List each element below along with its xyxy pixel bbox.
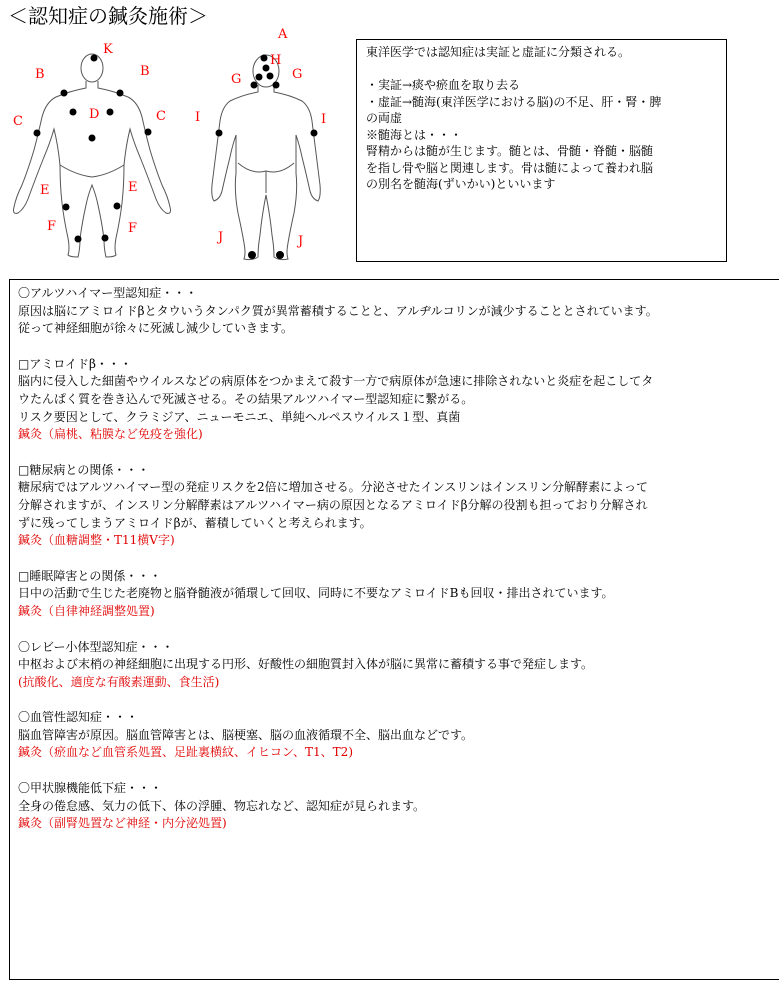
page-title: ＜認知症の鍼灸施術＞ xyxy=(8,4,208,28)
section-body-line: 日中の活動で生じた老廃物と脳脊髄液が循環して回収、同時に不要なアミロイドBも回収・排出されています。 xyxy=(18,586,614,601)
section-diabetes xyxy=(18,462,777,550)
section-hypothyroid xyxy=(18,780,777,833)
label-j-left: J xyxy=(218,230,224,245)
section-treatment-note: (抗酸化、適度な有酸素運動、食生活) xyxy=(18,674,220,689)
section-body-line: 脳血管障害が原因。脳血管障害とは、脳梗塞、脳の血液循環不全、脳出血などです。 xyxy=(18,727,474,742)
section-treatment-note: 鍼灸（扁桃、粘膜など免疫を強化) xyxy=(18,427,203,442)
label-b-right: B xyxy=(140,64,150,79)
section-heading: 〇甲状腺機能低下症・・・ xyxy=(18,781,163,796)
label-b-left: B xyxy=(35,67,45,82)
intro-line: 腎精からは髄が生じます。髄とは、骨髄・脊髄・脳髄 xyxy=(366,144,654,158)
label-f-right: F xyxy=(128,221,138,236)
front-acupoint-dots xyxy=(34,55,152,243)
label-j-right: J xyxy=(298,234,304,249)
section-body-line: 従って神経細胞が徐々に死滅し減少していきます。 xyxy=(18,321,294,336)
section-body-line: 原因は脳にアミロイドβとタウいうタンパク質が異常蓄積することと、アルヂルコリンが減少することとされています。 xyxy=(18,303,658,318)
section-amyloid xyxy=(18,356,777,444)
intro-line: ・虚証→髄海(東洋医学における脳)の不足、肝・腎・脾 xyxy=(366,94,662,109)
section-body-line: 糖尿病ではアルツハイマー型の発症リスクを2倍に増加させる。分泌させたインスリンはインスリン分解酵素によって xyxy=(18,480,648,495)
label-a: A xyxy=(278,27,288,42)
section-body-line: ウたんぱく質を巻き込んで死滅させる。その結果アルツハイマー型認知症に繋がる。 xyxy=(18,391,474,406)
section-treatment-note: 鍼灸（副腎処置など神経・内分泌処置) xyxy=(18,816,227,831)
label-h: H xyxy=(270,53,282,68)
main-content-box xyxy=(9,279,779,980)
label-c-left: C xyxy=(13,114,23,129)
label-g-left: G xyxy=(231,72,242,87)
section-sleep xyxy=(18,568,777,621)
section-treatment-note: 鍼灸（血糖調整・T11横V字) xyxy=(18,533,175,548)
section-treatment-note: 鍼灸（自律神経調整処置) xyxy=(18,603,155,618)
intro-line: の両虚 xyxy=(366,111,403,125)
section-heading: □睡眠障害との関係・・・ xyxy=(18,568,162,583)
intro-line: の別名を髄海(ずいかい)といいます xyxy=(366,177,556,191)
section-vascular xyxy=(18,709,777,762)
section-heading: □アミロイドβ・・・ xyxy=(18,356,132,371)
intro-box xyxy=(356,39,727,262)
front-body-figure xyxy=(14,54,171,257)
section-heading: 〇血管性認知症・・・ xyxy=(18,710,139,725)
intro-line: 東洋医学では認知症は実証と虚証に分類される。 xyxy=(366,45,631,59)
section-body-line: 全身の倦怠感、気力の低下、体の浮腫、物忘れなど、認知症が見られます。 xyxy=(18,798,426,813)
label-k: K xyxy=(103,42,113,57)
section-body-line: ずに残ってしまうアミロイドβが、蓄積していくと考えられます。 xyxy=(18,515,372,530)
section-heading: □糖尿病との関係・・・ xyxy=(18,462,150,477)
label-i-right: I xyxy=(321,112,327,127)
acupoint-figures xyxy=(0,25,350,270)
label-f-left: F xyxy=(47,219,57,234)
section-body-line: 分解されますが、インスリン分解酵素はアルツハイマー病の原因となるアミロイドβ分解の役割も担っており分解され xyxy=(18,497,648,512)
label-c-right: C xyxy=(156,109,166,124)
section-treatment-note: 鍼灸（瘀血など血管系処置、足趾裏横紋、イヒコン、T1、T2) xyxy=(18,745,354,760)
intro-line: ※髄海とは・・・ xyxy=(366,127,463,142)
section-body-line: リスク要因として、クラミジア、ニューモニエ、単純ヘルペスウイルス１型、真菌 xyxy=(18,409,461,424)
section-body-line: 脳内に侵入した細菌やウイルスなどの病原体をつかまえて殺す一方で病原体が急速に排除されないと炎症を起こしてタ xyxy=(18,374,654,389)
label-e-right: E xyxy=(128,180,138,195)
section-heading: 〇レビー小体型認知症・・・ xyxy=(18,639,174,654)
label-e-left: E xyxy=(40,183,50,198)
back-body-figure xyxy=(212,55,321,260)
section-body-line: 中枢および末梢の神経細胞に出現する円形、好酸性の細胞質封入体が脳に異常に蓄積する事で発症します。 xyxy=(18,657,594,672)
intro-line xyxy=(366,61,720,78)
section-heading: 〇アルツハイマー型認知症・・・ xyxy=(18,286,198,300)
intro-line: を指し骨や脳と関連します。骨は髄によって養われ脳 xyxy=(366,160,654,175)
label-g-right: G xyxy=(292,67,303,82)
intro-line: ・実証→痰や瘀血を取り去る xyxy=(366,78,521,92)
section-alzheimer xyxy=(18,285,777,338)
label-i-left: I xyxy=(195,110,201,125)
section-lewy xyxy=(18,639,777,692)
label-d: D xyxy=(89,107,100,122)
